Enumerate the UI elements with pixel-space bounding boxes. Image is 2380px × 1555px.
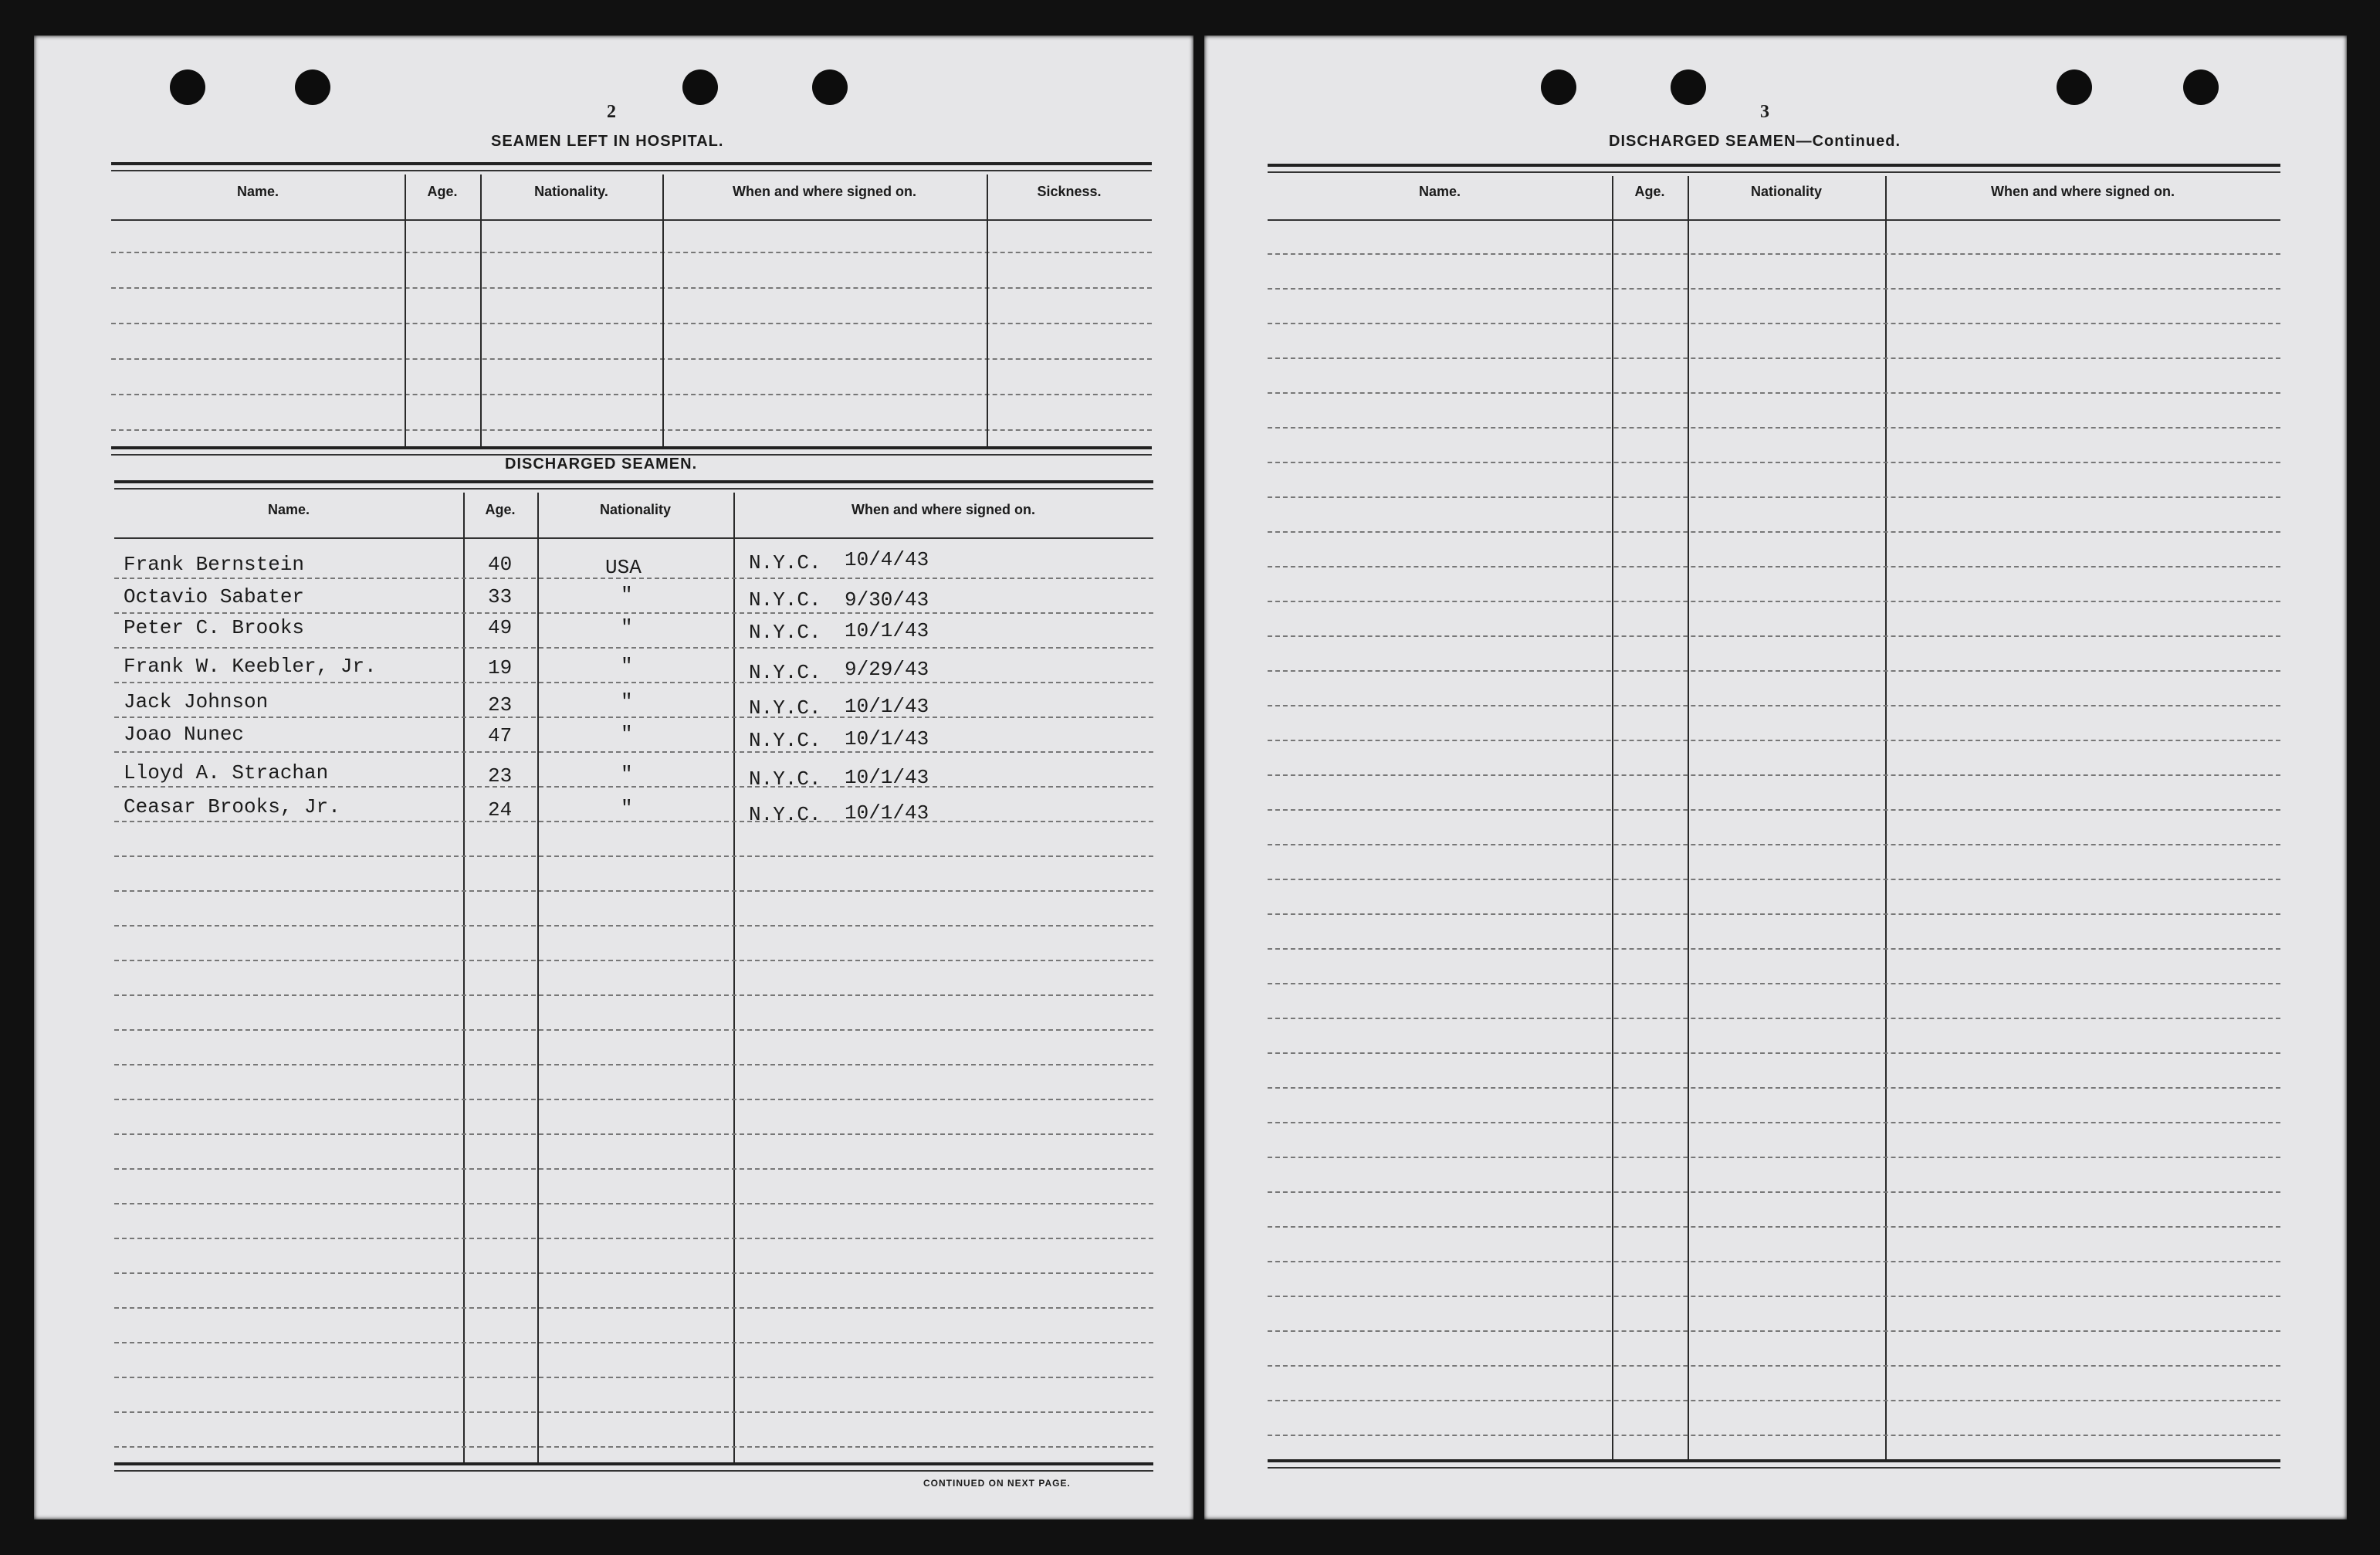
ruled-line	[1268, 601, 2280, 602]
ruled-line	[1268, 1400, 2280, 1401]
hospital-section-title: SEAMEN LEFT IN HOSPITAL.	[491, 133, 724, 150]
ruled-line	[114, 1168, 1153, 1170]
ruled-line	[114, 1133, 1153, 1135]
page-number: 2	[607, 102, 616, 122]
ruled-line	[1268, 1157, 2280, 1158]
ruled-line	[111, 287, 1152, 289]
seaman-age: 33	[488, 585, 513, 608]
hospital-col-sickness: Sickness.	[1037, 184, 1102, 199]
discharged-col-signed: When and where signed on.	[851, 502, 1036, 517]
rule	[111, 170, 1152, 171]
rule	[1268, 164, 2280, 167]
signed-place: N.Y.C.	[749, 729, 821, 752]
ruled-line	[114, 682, 1153, 683]
ruled-line	[1268, 1435, 2280, 1436]
seaman-age: 23	[488, 764, 513, 788]
ruled-line	[1268, 1122, 2280, 1123]
ruled-line	[1268, 1330, 2280, 1332]
ruled-line	[1268, 392, 2280, 394]
column-divider	[733, 493, 735, 1462]
rule	[114, 537, 1153, 539]
ruled-line	[114, 994, 1153, 996]
rule	[111, 162, 1152, 165]
ruled-line	[1268, 1261, 2280, 1262]
seaman-age: 47	[488, 724, 513, 747]
seaman-age: 49	[488, 616, 513, 639]
ruled-line	[1268, 1226, 2280, 1228]
ruled-line	[114, 1411, 1153, 1413]
seaman-name: Frank Bernstein	[124, 553, 305, 576]
signed-place: N.Y.C.	[749, 661, 821, 684]
column-divider	[480, 174, 482, 446]
ruled-line	[114, 1272, 1153, 1274]
seaman-name: Lloyd A. Strachan	[124, 761, 329, 784]
discharged-section-title: DISCHARGED SEAMEN.	[505, 456, 698, 473]
seaman-age: 24	[488, 798, 513, 822]
ruled-line	[1268, 774, 2280, 776]
ruled-line	[1268, 635, 2280, 637]
seaman-age: 40	[488, 553, 513, 576]
ruled-line	[114, 1342, 1153, 1343]
rule	[111, 219, 1152, 221]
ruled-line	[114, 1029, 1153, 1031]
page-number: 3	[1760, 102, 1769, 122]
rule	[111, 446, 1152, 449]
ruled-line	[114, 1238, 1153, 1239]
continued-col-age: Age.	[1634, 184, 1665, 199]
ruled-line	[114, 1064, 1153, 1065]
seaman-nationality: "	[621, 584, 633, 607]
column-divider	[1612, 176, 1613, 1459]
seaman-age: 23	[488, 693, 513, 717]
seaman-name: Octavio Sabater	[124, 585, 305, 608]
column-divider	[1688, 176, 1689, 1459]
continued-note: CONTINUED ON NEXT PAGE.	[923, 1478, 1071, 1489]
seaman-nationality: "	[621, 723, 633, 746]
signed-place: N.Y.C.	[749, 621, 821, 644]
ruled-line	[114, 647, 1153, 649]
ruled-line	[1268, 983, 2280, 984]
ruled-line	[114, 890, 1153, 892]
ruled-line	[1268, 705, 2280, 706]
rule	[114, 480, 1153, 483]
signed-date: 9/30/43	[845, 588, 929, 611]
ruled-line	[1268, 1052, 2280, 1054]
signed-date: 10/1/43	[845, 801, 929, 825]
ruled-line	[1268, 288, 2280, 290]
signed-place: N.Y.C.	[749, 803, 821, 826]
seaman-name: Joao Nunec	[124, 723, 245, 746]
column-divider	[987, 174, 988, 446]
ruled-line	[1268, 531, 2280, 533]
seaman-nationality: "	[621, 616, 633, 639]
ruled-line	[1268, 357, 2280, 359]
ruled-line	[1268, 740, 2280, 741]
ruled-line	[1268, 496, 2280, 498]
seaman-nationality: USA	[605, 556, 642, 579]
ruled-line	[114, 821, 1153, 822]
hospital-col-nationality: Nationality.	[534, 184, 608, 199]
rule	[1268, 171, 2280, 173]
column-divider	[537, 493, 539, 1462]
ruled-line	[1268, 670, 2280, 672]
column-divider	[405, 174, 406, 446]
rule	[114, 488, 1153, 490]
ruled-line	[114, 786, 1153, 788]
signed-date: 10/4/43	[845, 548, 929, 571]
punch-hole	[812, 69, 848, 105]
rule	[1268, 1459, 2280, 1462]
punch-hole	[170, 69, 205, 105]
ruled-line	[114, 855, 1153, 857]
continued-col-signed: When and where signed on.	[1990, 184, 2175, 199]
ruled-line	[1268, 462, 2280, 463]
rule	[1268, 219, 2280, 221]
ruled-line	[1268, 879, 2280, 880]
ruled-line	[1268, 427, 2280, 429]
rule	[114, 1470, 1153, 1472]
seaman-nationality: "	[621, 797, 633, 820]
ruled-line	[114, 960, 1153, 961]
ruled-line	[1268, 1191, 2280, 1193]
seaman-name: Ceasar Brooks, Jr.	[124, 795, 340, 818]
hospital-col-signed: When and where signed on.	[732, 184, 917, 199]
hospital-col-name: Name.	[236, 184, 279, 199]
signed-date: 10/1/43	[845, 619, 929, 642]
signed-date: 10/1/43	[845, 727, 929, 750]
ruled-line	[114, 1203, 1153, 1204]
continued-col-name: Name.	[1418, 184, 1461, 199]
ruled-line	[114, 717, 1153, 718]
punch-hole	[295, 69, 330, 105]
rule	[114, 1462, 1153, 1465]
ruled-line	[114, 1099, 1153, 1100]
signed-place: N.Y.C.	[749, 696, 821, 720]
ruled-line	[1268, 1018, 2280, 1019]
signed-place: N.Y.C.	[749, 588, 821, 611]
ruled-line	[111, 394, 1152, 395]
ruled-line	[1268, 1365, 2280, 1367]
seaman-nationality: "	[621, 690, 633, 713]
ruled-line	[114, 612, 1153, 614]
ruled-line	[114, 1377, 1153, 1378]
ruled-line	[111, 252, 1152, 253]
seaman-name: Frank W. Keebler, Jr.	[124, 655, 377, 678]
ruled-line	[1268, 1296, 2280, 1297]
ruled-line	[114, 1307, 1153, 1309]
continued-section-title: DISCHARGED SEAMEN—Continued.	[1609, 133, 1901, 150]
signed-date: 10/1/43	[845, 695, 929, 718]
rule	[1268, 1467, 2280, 1469]
signed-date: 9/29/43	[845, 658, 929, 681]
column-divider	[662, 174, 664, 446]
ruled-line	[1268, 948, 2280, 950]
discharged-col-age: Age.	[485, 502, 516, 517]
ruled-line	[114, 1446, 1153, 1448]
ruled-line	[111, 429, 1152, 431]
ruled-line	[1268, 844, 2280, 845]
right-page	[1204, 36, 2347, 1519]
ruled-line	[1268, 809, 2280, 811]
seaman-name: Jack Johnson	[124, 690, 269, 713]
punch-hole	[2183, 69, 2219, 105]
punch-hole	[682, 69, 718, 105]
punch-hole	[1541, 69, 1576, 105]
discharged-col-nationality: Nationality	[599, 502, 671, 517]
ruled-line	[111, 358, 1152, 360]
ruled-line	[1268, 323, 2280, 324]
ruled-line	[1268, 566, 2280, 567]
discharged-col-name: Name.	[267, 502, 310, 517]
ruled-line	[1268, 253, 2280, 255]
punch-hole	[2057, 69, 2092, 105]
left-page	[34, 36, 1193, 1519]
signed-date: 10/1/43	[845, 766, 929, 789]
ruled-line	[1268, 1087, 2280, 1089]
ruled-line	[111, 323, 1152, 324]
punch-hole	[1671, 69, 1706, 105]
column-divider	[463, 493, 465, 1462]
continued-col-nationality: Nationality	[1750, 184, 1822, 199]
hospital-col-age: Age.	[427, 184, 458, 199]
seaman-nationality: "	[621, 655, 633, 678]
ruled-line	[1268, 913, 2280, 915]
signed-place: N.Y.C.	[749, 767, 821, 791]
ruled-line	[114, 925, 1153, 927]
column-divider	[1885, 176, 1887, 1459]
seaman-name: Peter C. Brooks	[124, 616, 305, 639]
ruled-line	[114, 751, 1153, 753]
seaman-nationality: "	[621, 763, 633, 786]
signed-place: N.Y.C.	[749, 551, 821, 574]
seaman-age: 19	[488, 656, 513, 679]
